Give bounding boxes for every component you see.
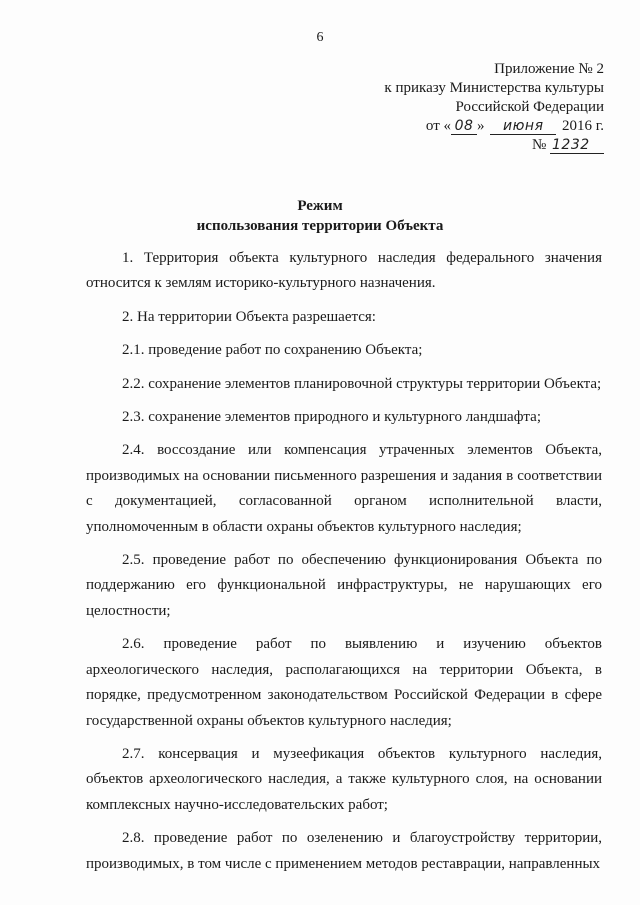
document-title — [0, 196, 640, 236]
appendix-title: Приложение № 2 — [494, 61, 604, 77]
paragraph-2-1: 2.1. проведение работ по сохранению Объекта; — [122, 342, 423, 359]
date-mid: » — [477, 118, 485, 134]
paragraph-2: 2. На территории Объекта разрешается: — [122, 308, 376, 325]
number-label: № — [531, 137, 547, 153]
paragraph-2-2: 2.2. сохранение элементов планировочной структуры территории Объекта; — [122, 375, 602, 392]
paragraph-2-5: 2.5. проведение работ по обеспечению функционирования Объекта по поддержанию его функциональной инфраструктуры, не нарушающих его целостности; — [86, 552, 602, 619]
paragraph-1: 1. Территория объекта культурного наследия федерального значения относится к землям историко-культурного назначения. — [86, 250, 602, 292]
appendix-ministry: Российской Федерации — [455, 99, 604, 115]
paragraph-2-7: 2.7. консервация и музеефикация объектов культурного наследия, объектов археологического наследия, а также культурного слоя, на основании комплексных научно-исследовательских работ; — [86, 745, 602, 813]
date-year: 2016 г. — [562, 118, 604, 134]
title-line-2: использования территории Объекта — [196, 218, 444, 234]
date-prefix: от « — [425, 118, 452, 134]
date-day-handwritten: 08 — [451, 119, 477, 135]
appendix-number — [384, 136, 604, 155]
paragraph-2-4: 2.4. воссоздание или компенсация утраченных элементов Объекта, производимых на основании письменного разрешения и задания в соответствии с документацией, согласованной органом исполнительной власти, уполномоченным в области охраны объектов культурного наследия; — [86, 442, 602, 535]
paragraph-2-8: 2.8. проведение работ по озеленению и благоустройству территории, производимых, в том числе с применением методов реставрации, направленных — [86, 830, 602, 872]
title-line-1: Режим — [297, 198, 343, 214]
paragraph-2-6: 2.6. проведение работ по выявлению и изучению объектов археологического наследия, располагающихся на территории Объекта, в порядке, предусмотренном законодательством Российской Федерации в сфере государственной охраны объектов культурного наследия; — [86, 636, 602, 729]
paragraph-2-3: 2.3. сохранение элементов природного и культурного ландшафта; — [122, 409, 541, 426]
page-number: 6 — [316, 30, 324, 45]
appendix-header — [384, 60, 604, 155]
number-value-handwritten: 1232 — [550, 138, 604, 154]
appendix-date — [384, 117, 604, 136]
appendix-order-ref: к приказу Министерства культуры — [384, 80, 604, 96]
date-month-handwritten: июня — [490, 119, 556, 135]
document-body — [86, 246, 602, 877]
